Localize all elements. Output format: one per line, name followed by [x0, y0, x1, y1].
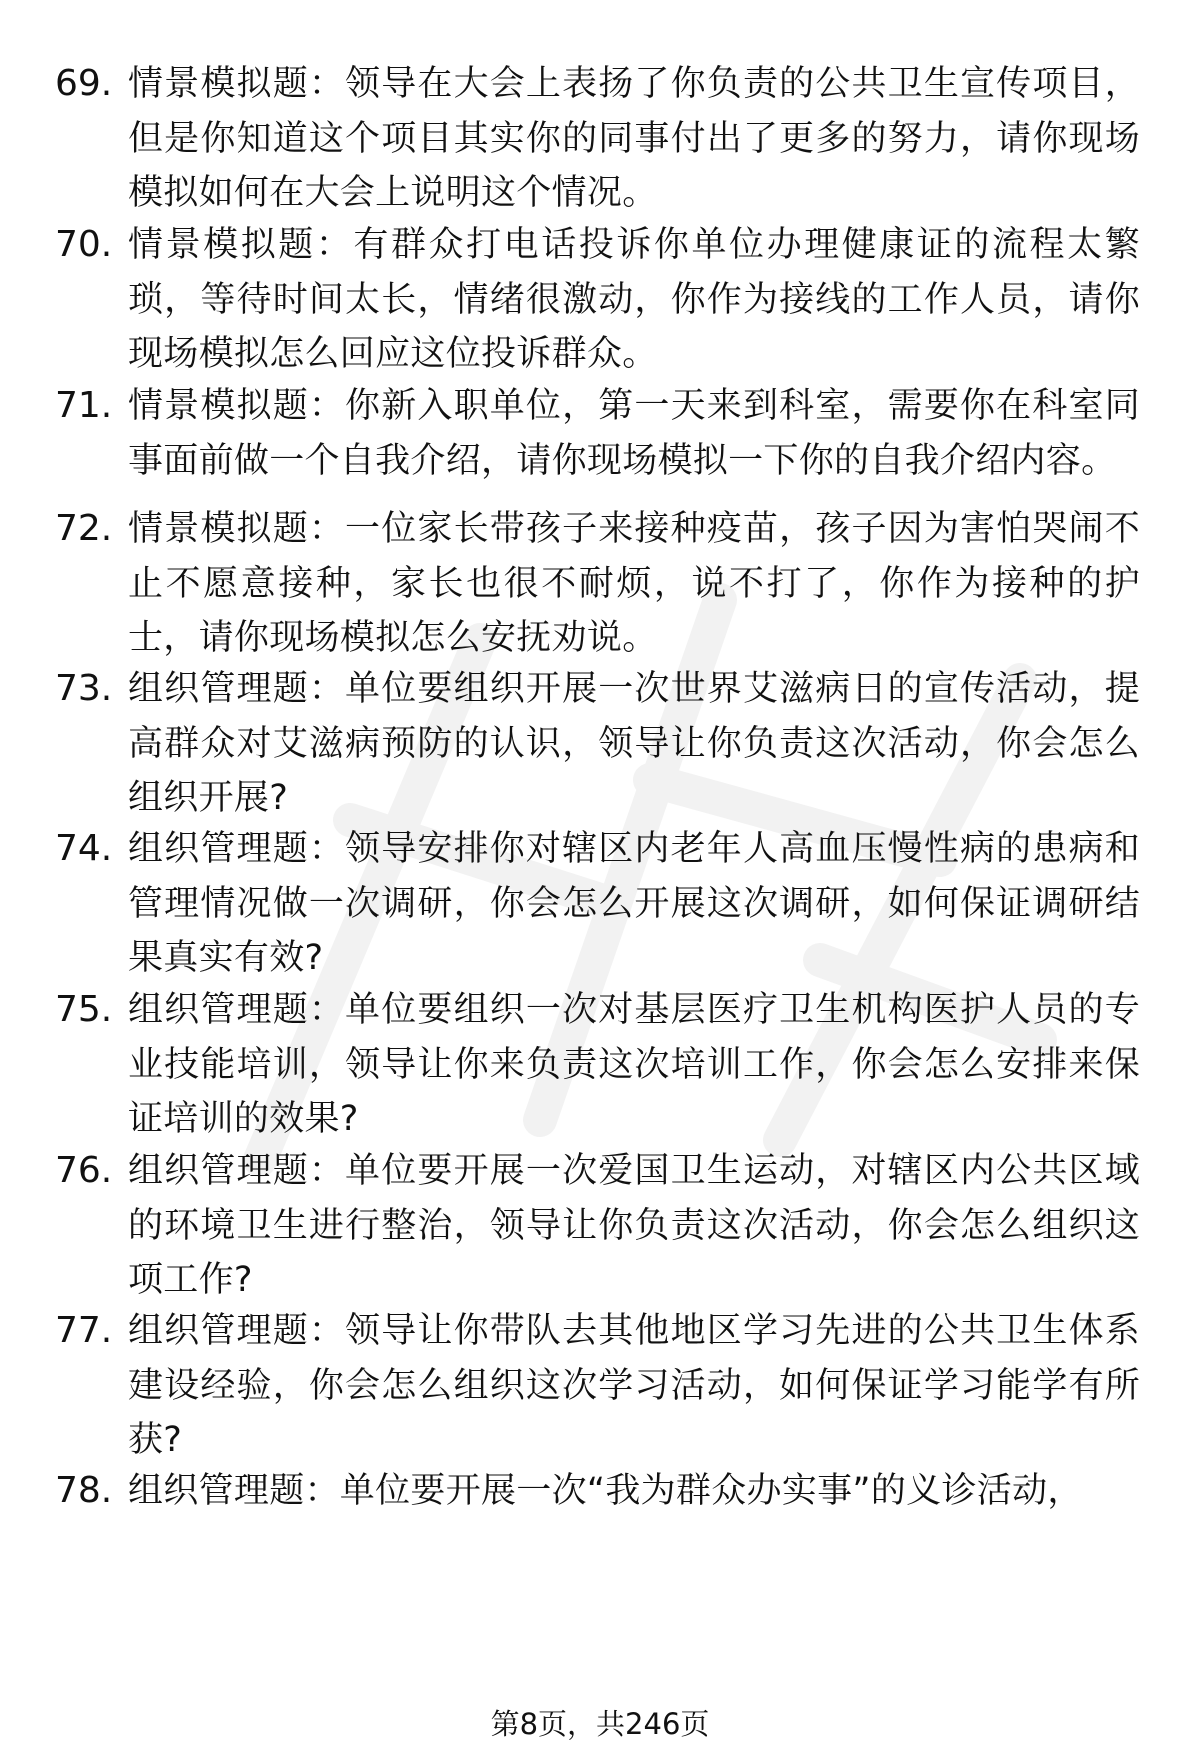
question-number: 78. — [55, 1470, 113, 1511]
question-text: 情景模拟题：一位家长带孩子来接种疫苗，孩子因为害怕哭闹不止不愿意接种，家长也很不耐烦，说不打了，你作为接种的护士，请你现场模拟怎么安抚劝说。 — [128, 509, 1140, 658]
question-number: 72. — [55, 508, 113, 549]
question-text: 组织管理题：单位要开展一次“我为群众办实事”的义诊活动， — [128, 1471, 1083, 1511]
question-number: 71. — [55, 385, 113, 426]
question-number: 70. — [55, 224, 113, 265]
question-text: 组织管理题：单位要组织一次对基层医疗卫生机构医护人员的专业技能培训，领导让你来负责这次培训工作，你会怎么安排来保证培训的效果? — [128, 990, 1140, 1139]
question-text: 情景模拟题：有群众打电话投诉你单位办理健康证的流程太繁琐，等待时间太长，情绪很激动，你作为接线的工作人员，请你现场模拟怎么回应这位投诉群众。 — [128, 225, 1140, 374]
page-footer: 第8页，共246页 — [490, 1707, 710, 1741]
question-text: 组织管理题：单位要开展一次爱国卫生运动，对辖区内公共区域的环境卫生进行整治，领导让你负责这次活动，你会怎么组织这项工作? — [128, 1151, 1140, 1300]
question-text: 组织管理题：单位要组织开展一次世界艾滋病日的宣传活动，提高群众对艾滋病预防的认识，领导让你负责这次活动，你会怎么组织开展? — [128, 669, 1140, 818]
question-number: 77. — [55, 1310, 113, 1351]
question-number: 73. — [55, 668, 113, 709]
question-text: 情景模拟题：领导在大会上表扬了你负责的公共卫生宣传项目，但是你知道这个项目其实你的同事付出了更多的努力，请你现场模拟如何在大会上说明这个情况。 — [128, 64, 1140, 213]
question-number: 76. — [55, 1150, 113, 1191]
question-number: 69. — [55, 63, 113, 104]
question-number: 74. — [55, 828, 113, 869]
question-number: 75. — [55, 989, 113, 1030]
question-text: 情景模拟题：你新入职单位，第一天来到科室，需要你在科室同事面前做一个自我介绍，请你现场模拟一下你的自我介绍内容。 — [128, 386, 1140, 481]
question-text: 组织管理题：领导让你带队去其他地区学习先进的公共卫生体系建设经验，你会怎么组织这次学习活动，如何保证学习能学有所获? — [128, 1311, 1140, 1460]
question-text: 组织管理题：领导安排你对辖区内老年人高血压慢性病的患病和管理情况做一次调研，你会怎么开展这次调研，如何保证调研结果真实有效? — [128, 829, 1140, 978]
